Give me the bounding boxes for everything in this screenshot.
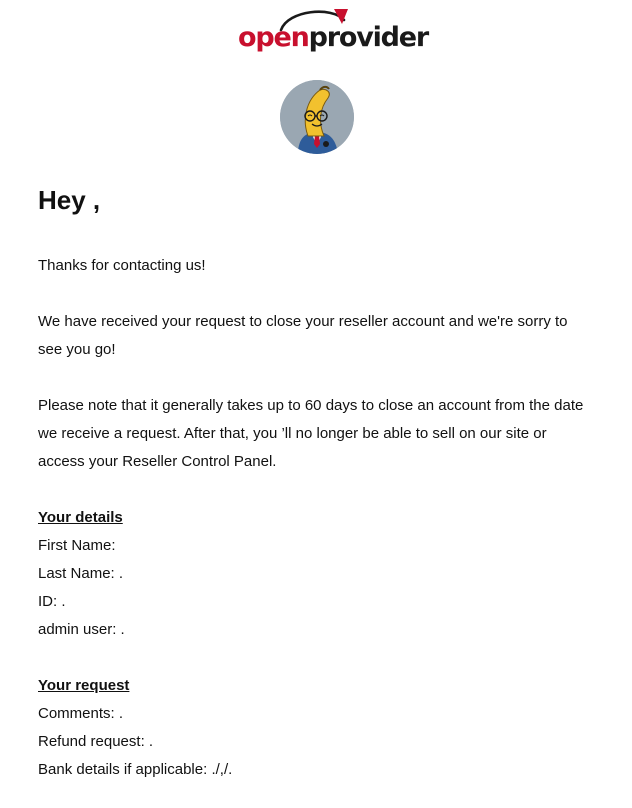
details-title: Your details: [38, 509, 123, 526]
paragraph-close-request: We have received your request to close your reseller account and we're sorry to see you go!: [38, 313, 568, 358]
admin-user-line: admin user: .: [38, 621, 125, 638]
first-name-line: First Name:: [38, 537, 116, 554]
refund-request-line: Refund request: .: [38, 733, 154, 750]
logo-text-provider: provider: [308, 22, 429, 53]
last-name-line: Last Name: .: [38, 565, 124, 582]
id-line: ID: .: [38, 593, 66, 610]
request-section: [38, 672, 594, 784]
banana-mascot-icon: [280, 80, 354, 154]
comments-line: Comments: .: [38, 705, 124, 722]
logo-text-open: open: [238, 22, 309, 53]
avatar: [280, 80, 354, 154]
section-spacer: [38, 644, 594, 672]
logo-text: [238, 20, 428, 56]
openprovider-logo[interactable]: [236, 6, 429, 62]
greeting-heading: Hey ,: [38, 185, 101, 215]
logo-header: [0, 6, 632, 62]
email-body: [38, 180, 594, 784]
paragraph-notice: Please note that it generally takes up to 60 days to close an account from the date we receive a request. After that, you ’ll no longer be able to sell on our site or access your Reseller Control Panel.: [38, 397, 584, 470]
bank-details-line: Bank details if applicable: ./,/.: [38, 761, 233, 778]
intro-text: Thanks for contacting us!: [38, 257, 206, 274]
details-section: [38, 504, 594, 644]
request-title: Your request: [38, 677, 130, 694]
